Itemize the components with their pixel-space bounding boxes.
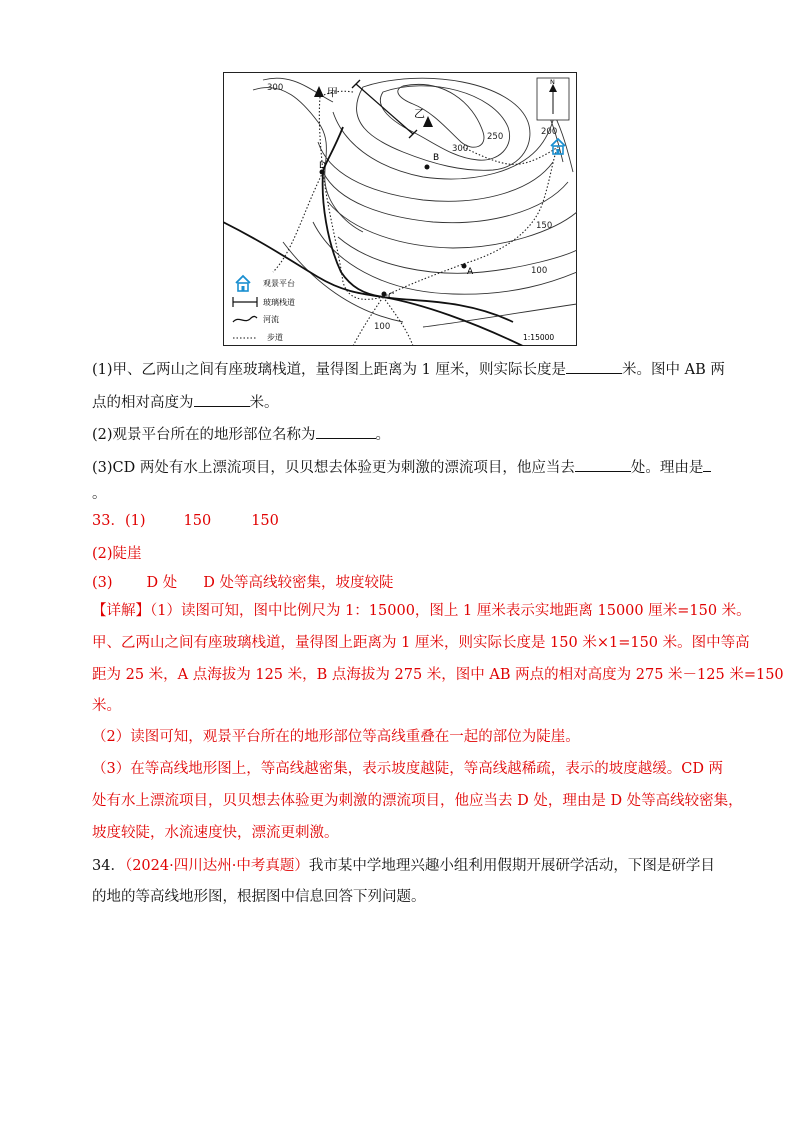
point-c-label: C (388, 292, 395, 302)
question-1-text: (1)甲、乙两山之间有座玻璃栈道，量得图上距离为 1 厘米，则实际长度是 (92, 362, 566, 378)
question-2-text-end: 。 (375, 427, 391, 443)
question-34-source: （2024·四川达州·中考真题） (124, 858, 309, 874)
question-3-line-2: 。 (92, 486, 107, 502)
answer-3-value-2: D 处等高线较密集，坡度较陡 (203, 575, 394, 591)
answer-1-value-1: 150 (183, 513, 212, 529)
north-arrow (537, 78, 569, 120)
question-1-text-cont: 米。图中 AB 两 (621, 362, 725, 378)
explanation-1-line-3: 距为 25 米，A 点海拔为 125 米，B 点海拔为 275 米，图中 AB 两点的相对高度为 275 米－125 米=150 (92, 667, 784, 683)
contour-label: 300 (267, 83, 284, 93)
question-1-line-1 (92, 358, 725, 380)
answer-blank (194, 391, 250, 407)
legend-walkway-label: 玻璃栈道 (263, 298, 295, 307)
question-3-text-cont: 处。理由是 (630, 460, 704, 476)
point-b-label: B (433, 153, 440, 163)
answer-blank (566, 358, 622, 374)
question-1-text-2: 点的相对高度为 (92, 395, 194, 411)
north-label: N (550, 78, 555, 86)
explanation-text: （1）读图可知，图中比例尺为 1：15000，图上 1 厘米表示实地距离 15000 厘米=150 米。 (150, 603, 751, 619)
contour-label: 100 (531, 266, 548, 276)
answer-3-value-1: D 处 (146, 575, 178, 591)
answer-blank (703, 456, 711, 472)
explanation-1-line-2: 甲、乙两山之间有座玻璃栈道，量得图上距离为 1 厘米，则实际长度是 150 米×1=150 米。图中等高 (92, 635, 750, 651)
explanation-1-line-4: 米。 (92, 698, 121, 714)
explanation-2-line: （2）读图可知，观景平台所在的地形部位等高线重叠在一起的部位为陡崖。 (92, 729, 580, 745)
explanation-1-line-1 (92, 601, 751, 621)
point-a-label: A (467, 267, 474, 277)
answer-2-line: (2)陡崖 (92, 546, 142, 562)
contour-label: 150 (536, 221, 553, 231)
point-c-dot (382, 292, 387, 297)
contour-label: 250 (487, 132, 504, 142)
point-d-label: D (319, 161, 326, 171)
question-1-line-2 (92, 391, 279, 413)
answer-blank (316, 423, 376, 439)
answer-1-number: 33．(1) (92, 513, 146, 529)
question-34-number: 34． (92, 858, 125, 874)
answer-1-line (92, 511, 279, 531)
question-3-line-1 (92, 456, 711, 478)
contour-label: 200 (541, 127, 558, 137)
answer-blank (575, 456, 631, 472)
question-2-text: (2)观景平台所在的地形部位名称为 (92, 427, 316, 443)
legend-river-label: 河流 (263, 315, 279, 324)
legend-trail-label: 步道 (267, 333, 283, 342)
point-b-dot (425, 165, 430, 170)
answer-3-line (92, 573, 394, 593)
explanation-3-line-2: 处有水上漂流项目，贝贝想去体验更为刺激的漂流项目，他应当去 D 处，理由是 D 处等高线较密集， (92, 793, 743, 809)
answer-1-value-2: 150 (251, 513, 279, 529)
question-34-line-1 (92, 856, 715, 876)
legend-platform-label: 观景平台 (263, 279, 295, 288)
explanation-3-line-3: 坡度较陡，水流速度快，漂流更刺激。 (92, 825, 339, 841)
contour-label: 100 (374, 322, 391, 332)
explanation-3-line-1: （3）在等高线地形图上，等高线越密集，表示坡度越陡，等高线越稀疏，表示的坡度越缓。CD 两 (92, 761, 724, 777)
question-3-text: (3)CD 两处有水上漂流项目，贝贝想去体验更为刺激的漂流项目，他应当去 (92, 460, 575, 476)
question-34-text: 我市某中学地理兴趣小组利用假期开展研学活动，下图是研学目 (308, 858, 715, 874)
explanation-tag: 【详解】 (92, 603, 150, 619)
map-scale: 1:15000 (523, 333, 555, 342)
contour-map-svg (223, 72, 577, 346)
question-34-line-2: 的地的等高线地形图，根据图中信息回答下列问题。 (92, 889, 426, 905)
contour-map (223, 72, 577, 346)
contour-label: 300 (452, 144, 469, 154)
question-2-line (92, 423, 390, 445)
point-a-dot (462, 264, 467, 269)
question-1-text-3: 米。 (249, 395, 279, 411)
platform-door (557, 149, 560, 154)
peak-yi-label: 乙 (414, 107, 425, 120)
answer-3-number: (3) (92, 575, 113, 591)
peak-jia-label: 甲 (327, 86, 338, 99)
